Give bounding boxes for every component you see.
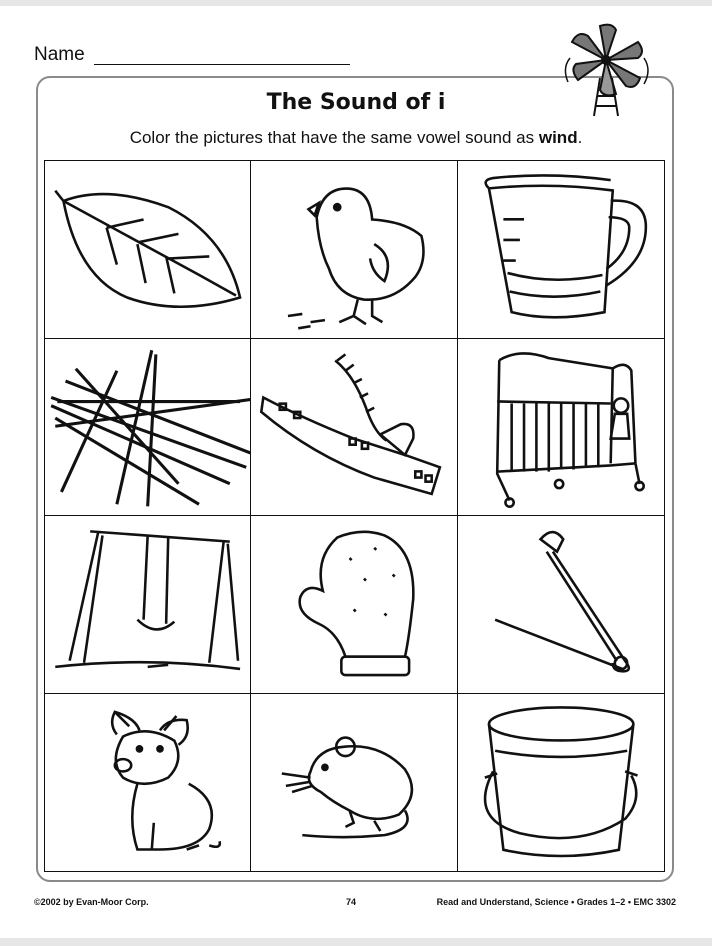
name-label: Name bbox=[34, 44, 85, 65]
bottom-border bbox=[0, 938, 712, 946]
swing-icon bbox=[45, 516, 250, 693]
instruction-period: . bbox=[577, 128, 583, 147]
safety-pin-icon bbox=[458, 516, 664, 693]
picture-cell-safety-pin[interactable] bbox=[458, 516, 664, 694]
top-border bbox=[0, 0, 712, 6]
picture-grid bbox=[44, 160, 665, 872]
chick-icon bbox=[251, 161, 456, 338]
instruction-text: Color the pictures that have the same vowel sound as bbox=[129, 128, 539, 147]
picture-cell-chick[interactable] bbox=[251, 161, 457, 339]
picture-cell-leaf[interactable] bbox=[45, 161, 251, 339]
sticks-icon bbox=[45, 339, 250, 516]
bucket-icon bbox=[458, 694, 664, 872]
pig-icon bbox=[45, 694, 250, 872]
mitten-icon bbox=[251, 516, 456, 693]
instructions bbox=[0, 128, 712, 148]
copyright-text: ©2002 by Evan-Moor Corp. bbox=[34, 897, 149, 907]
picture-cell-pig[interactable] bbox=[45, 694, 251, 872]
page-title: The Sound of i bbox=[266, 90, 446, 115]
crib-icon bbox=[458, 339, 664, 516]
page-number: 74 bbox=[346, 897, 357, 907]
measuring-cup-icon bbox=[458, 161, 664, 338]
mouse-icon bbox=[251, 694, 456, 872]
picture-cell-sticks[interactable] bbox=[45, 339, 251, 517]
picture-cell-bucket[interactable] bbox=[458, 694, 664, 872]
instruction-keyword: wind bbox=[538, 128, 578, 147]
picture-cell-mouse[interactable] bbox=[251, 694, 457, 872]
book-info: Read and Understand, Science • Grades 1–2 • EMC 3302 bbox=[436, 897, 676, 907]
picture-cell-swing[interactable] bbox=[45, 516, 251, 694]
name-field[interactable] bbox=[94, 64, 350, 65]
picture-cell-crib[interactable] bbox=[458, 339, 664, 517]
picture-cell-mitten[interactable] bbox=[251, 516, 457, 694]
picture-cell-zipper[interactable] bbox=[251, 339, 457, 517]
zipper-icon bbox=[251, 339, 456, 516]
leaf-icon bbox=[45, 161, 250, 338]
picture-cell-measuring-cup[interactable] bbox=[458, 161, 664, 339]
